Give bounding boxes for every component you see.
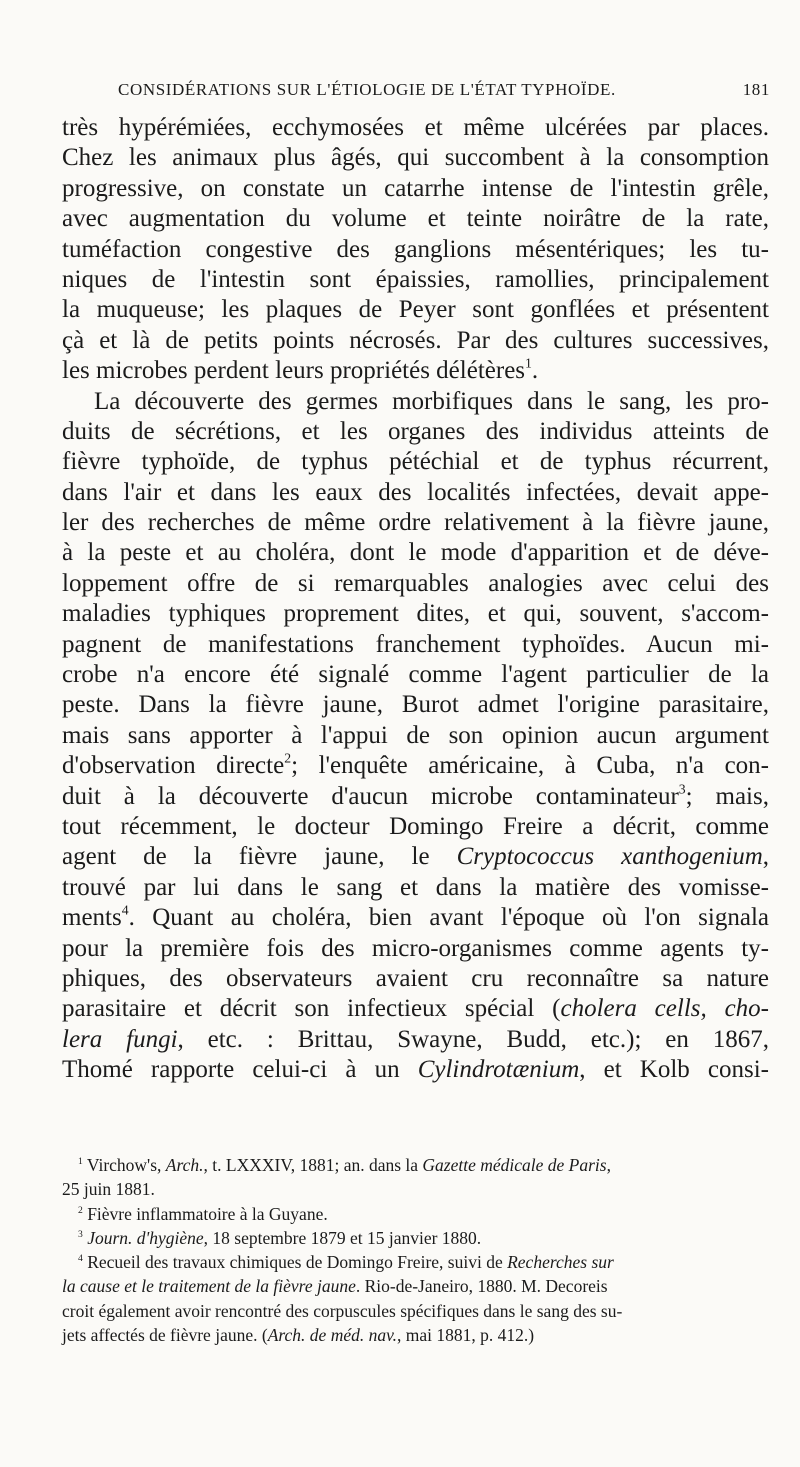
footnote-4-continued: jets affectés de fièvre jaune. (Arch. de méd. nav., mai 1881, p. 412.)	[62, 1325, 535, 1346]
footnote-ref-1[interactable]: 1	[525, 355, 532, 371]
text-line: tout récemment, le docteur Domingo Freire a décrit, comme	[62, 812, 769, 840]
text-line: avec augmentation du volume et teinte noirâtre de la rate,	[62, 205, 769, 233]
footnote-4-continued: croit également avoir rencontré des corpuscules spécifiques dans le sang des su-	[62, 1300, 623, 1321]
footnote-ref-4[interactable]: 4	[121, 902, 129, 918]
text-line: tuméfaction congestive des ganglions mésentériques; les tu-	[62, 235, 769, 263]
running-header	[118, 80, 770, 106]
text-line: duit à la découverte d'aucun microbe contaminateur$^3$; mais,	[62, 781, 769, 810]
text-line: lera fungi, etc. : Brittau, Swayne, Budd, etc.); en 1867,	[62, 1025, 769, 1053]
footnote-ref-2[interactable]: 2	[284, 750, 292, 766]
text-line: Chez les animaux plus âgés, qui succombent à la consomption	[62, 144, 769, 172]
text-line: mais sans apporter à l'appui de son opinion aucun argument	[62, 721, 769, 749]
text-line: fièvre typhoïde, de typhus pétéchial et de typhus récurrent,	[62, 448, 769, 476]
footnote-1: $^1$ Virchow's, Arch., t. LXXXIV, 1881; an. dans la Gazette médicale de Paris,	[78, 1155, 611, 1175]
text-line: Thomé rapporte celui-ci à un Cylindrotænium, et Kolb consi-	[62, 1056, 769, 1084]
text-line: parasitaire et décrit son infectieux spécial (cholera cells, cho-	[62, 995, 770, 1023]
text-line: peste. Dans la fièvre jaune, Burot admet l'origine parasitaire,	[62, 691, 769, 719]
text-line: crobe n'a encore été signalé comme l'agent particulier de la	[62, 661, 769, 689]
text-line: pour la première fois des micro-organismes comme agents ty-	[62, 934, 769, 962]
text-line: La découverte des germes morbifiques dans le sang, les pro-	[94, 387, 769, 415]
footnotes	[62, 1153, 769, 1347]
footnote-3: $^3$ Journ. d'hygiène, 18 septembre 1879 et 15 janvier 1880.	[78, 1227, 482, 1248]
text-line: trouvé par lui dans le sang et dans la matière des vomisse-	[62, 873, 769, 901]
text-line: progressive, on constate un catarrhe intense de l'intestin grêle,	[62, 174, 769, 202]
text-line: ments$^4$. Quant au choléra, bien avant l'époque où l'on signala	[62, 902, 769, 932]
text-line: loppement offre de si remarquables analogies avec celui des	[62, 569, 769, 597]
text-line: très hypérémiées, ecchymosées et même ulcérées par places.	[62, 114, 769, 141]
text-line: les microbes perdent leurs propriétés délétères$^1$.	[62, 355, 539, 385]
text-line: d'observation directe$^2$; l'enquête américaine, à Cuba, n'a con-	[62, 750, 769, 780]
text-line: dans l'air et dans les eaux des localités infectées, devait appe-	[62, 478, 769, 506]
footnote-4-continued: la cause et le traitement de la fièvre jaune. Rio-de-Janeiro, 1880. M. Decoreis	[62, 1276, 608, 1297]
text-line: phiques, des observateurs avaient cru reconnaître sa nature	[62, 964, 769, 992]
text-line: niques de l'intestin sont épaissies, ramollies, principalement	[62, 265, 769, 293]
text-line: duits de sécrétions, et les organes des individus atteints de	[62, 417, 769, 445]
text-line: maladies typhiques proprement dites, et qui, souvent, s'accom-	[62, 600, 769, 628]
running-title: CONSIDÉRATIONS SUR L'ÉTIOLOGIE DE L'ÉTAT TYPHOÏDE.	[118, 80, 616, 99]
footnote-1-continued: 25 juin 1881.	[62, 1179, 155, 1200]
page-number: 181	[742, 80, 770, 99]
text-line: à la peste et au choléra, dont le mode d'apparition et de déve-	[62, 539, 769, 567]
text-line: la muqueuse; les plaques de Peyer sont gonflées et présentent	[62, 296, 769, 324]
text-line: agent de la fièvre jaune, le Cryptococcus xanthogenium,	[62, 843, 769, 871]
text-line: ler des recherches de même ordre relativement à la fièvre jaune,	[62, 509, 769, 537]
text-line: çà et là de petits points nécrosés. Par des cultures successives,	[62, 326, 769, 354]
footnote-2: $^2$ Fièvre inflammatoire à la Guyane.	[78, 1203, 328, 1224]
footnote-4: $^4$ Recueil des travaux chimiques de Domingo Freire, suivi de Recherches sur	[78, 1252, 614, 1273]
main-text	[62, 113, 769, 1086]
footnote-ref-3[interactable]: 3	[678, 781, 686, 797]
text-line: pagnent de manifestations franchement typhoïdes. Aucun mi-	[62, 630, 769, 658]
